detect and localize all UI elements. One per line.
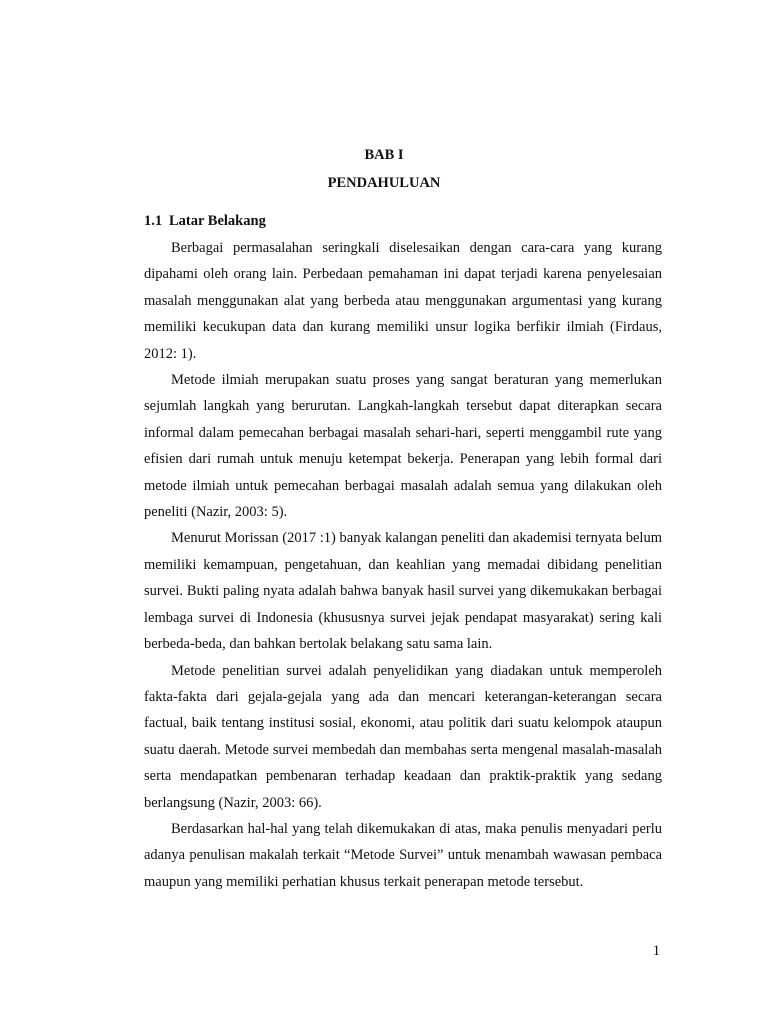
paragraph: Berdasarkan hal-hal yang telah dikemukakan di atas, maka penulis menyadari perlu adanya penulisan makalah terkait “Metode Survei” untuk menambah wawasan pembaca maupun yang memiliki perhatian khusus terkait penerapan metode tersebut. bbox=[144, 820, 662, 890]
section-title: Latar Belakang bbox=[169, 213, 266, 229]
page-number: 1 bbox=[652, 943, 660, 959]
chapter-number: BAB I bbox=[364, 147, 404, 163]
paragraph: Metode ilmiah merupakan suatu proses yang sangat beraturan yang memerlukan sejumlah langkah yang berurutan. Langkah-langkah tersebut dapat diterapkan secara informal dalam pemecahan berbagai masalah sehari-hari, seperti menggambil rute yang efisien dari rumah untuk menuju ketempat bekerja. Penerapan yang lebih formal dari metode ilmiah untuk pemecahan berbagai masalah adalah semua yang dilakukan oleh peneliti (Nazir, 2003: 5). bbox=[144, 372, 662, 521]
section-heading bbox=[144, 212, 266, 230]
body-text bbox=[144, 235, 662, 895]
paragraph: Berbagai permasalahan seringkali diselesaikan dengan cara-cara yang kurang dipahami oleh orang lain. Perbedaan pemahaman ini dapat terjadi karena penyelesaian masalah menggunakan alat yang berbeda atau menggunakan argumentasi yang kurang memiliki kecukupan data dan kurang memiliki unsur logika berfikir ilmiah (Firdaus, 2012: 1). bbox=[144, 240, 662, 362]
chapter-title: PENDAHULUAN bbox=[327, 175, 441, 191]
section-number: 1.1 bbox=[144, 213, 163, 229]
paragraph: Metode penelitian survei adalah penyelidikan yang diadakan untuk memperoleh fakta-fakta dari gejala-gejala yang ada dan mencari keterangan-keterangan secara factual, baik tentang institusi sosial, ekonomi, atau politik dari suatu kelompok ataupun suatu daerah. Metode survei membedah dan membahas serta mengenal masalah-masalah serta mendapatkan pembenaran terhadap keadaan dan praktik-praktik yang sedang berlangsung (Nazir, 2003: 66). bbox=[144, 662, 662, 811]
paragraph: Menurut Morissan (2017 :1) banyak kalangan peneliti dan akademisi ternyata belum memiliki kemampuan, pengetahuan, dan keahlian yang memadai dibidang penelitian survei. Bukti paling nyata adalah bahwa banyak hasil survei yang dikemukakan berbagai lembaga survei di Indonesia (khususnya survei jejak pendapat masyarakat) sering kali berbeda-beda, dan bahkan bertolak belakang satu sama lain. bbox=[144, 530, 662, 653]
